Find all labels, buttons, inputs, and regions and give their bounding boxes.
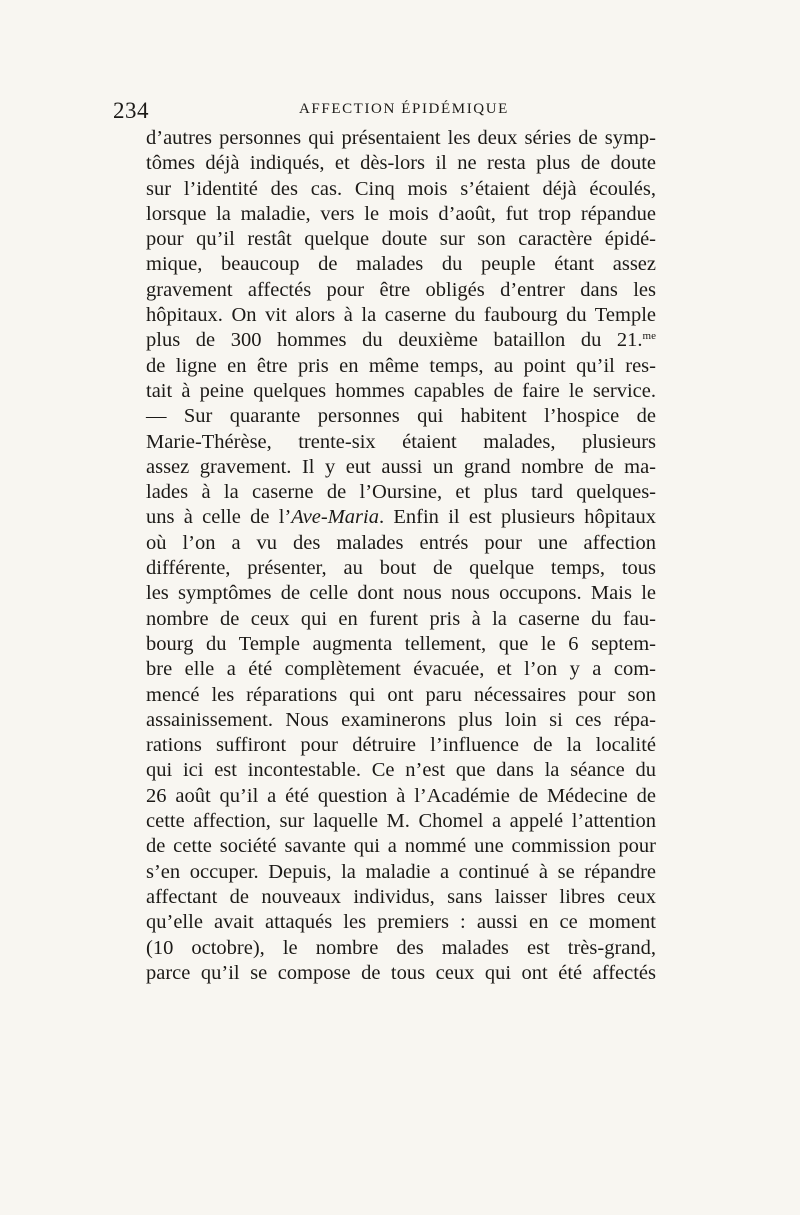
superscript: me [642, 330, 656, 343]
text-fragment: uns à celle de l’ [146, 506, 292, 529]
text-line: tômes déjà indiqués, et dès-lors il ne resta plus de doute [146, 152, 656, 175]
text-line: qui ici est incontestable. Ce n’est que dans la séance du [146, 759, 656, 782]
text-line: d’autres personnes qui présentaient les deux séries de symp- [146, 127, 656, 149]
text-line: où l’on a vu des malades entrés pour une affection [146, 531, 656, 554]
text-line: de cette société savante qui a nommé une commission pour [146, 835, 656, 858]
text-line: sur l’identité des cas. Cinq mois s’étaient déjà écoulés, [146, 177, 656, 200]
text-line: Marie-Thérèse, trente-six étaient malades, plusieurs [146, 430, 656, 453]
text-line: lades à la caserne de l’Oursine, et plus tard quelques- [146, 481, 656, 504]
page-number: 234 [113, 98, 149, 123]
text-line: lorsque la maladie, vers le mois d’août, fut trop répandue [146, 202, 656, 225]
text-line: parce qu’il se compose de tous ceux qui ont été affectés [146, 961, 656, 984]
text-line: de ligne en être pris en même temps, au point qu’il res- [146, 354, 656, 377]
text-line: bre elle a été complètement évacuée, et l’on y a com- [146, 658, 656, 681]
running-head: AFFECTION ÉPIDÉMIQUE [299, 101, 509, 117]
text-line: différente, présenter, au bout de quelque temps, tous [146, 557, 656, 580]
text-fragment: . Enfin il est plusieurs hôpitaux [378, 506, 656, 529]
text-line: mique, beaucoup de malades du peuple étant assez [146, 253, 656, 276]
text-line: gravement affectés pour être obligés d’entrer dans les [146, 278, 656, 301]
text-line: pour qu’il restât quelque doute sur son caractère épidé- [146, 228, 656, 251]
text-line: s’en occuper. Depuis, la maladie a continué à se répandre [146, 860, 656, 883]
text-line: tait à peine quelques hommes capables de faire le service. [146, 379, 656, 402]
text-fragment: plus de 300 hommes du deuxième bataillon du 21. [146, 329, 643, 352]
text-line: mencé les réparations qui ont paru nécessaires pour son [146, 683, 656, 706]
body-text [146, 126, 656, 986]
text-line: nombre de ceux qui en furent pris à la caserne du fau- [146, 607, 656, 630]
text-line: assez gravement. Il y eut aussi un grand nombre de ma- [146, 455, 656, 478]
text-line: hôpitaux. On vit alors à la caserne du faubourg du Temple [146, 304, 656, 327]
text-line-with-italic [146, 505, 656, 530]
text-line: les symptômes de celle dont nous nous occupons. Mais le [146, 582, 656, 605]
text-line-with-superscript [146, 328, 656, 353]
page-header [113, 98, 673, 124]
text-line: 26 août qu’il a été question à l’Académie de Médecine de [146, 784, 656, 807]
text-line: affectant de nouveaux individus, sans laisser libres ceux [146, 885, 656, 908]
text-line: (10 octobre), le nombre des malades est très-grand, [146, 936, 656, 959]
text-line: rations suffiront pour détruire l’influence de la localité [146, 734, 656, 757]
text-line: qu’elle avait attaqués les premiers : aussi en ce moment [146, 911, 656, 934]
text-line: assainissement. Nous examinerons plus loin si ces répa- [146, 708, 656, 731]
text-line: cette affection, sur laquelle M. Chomel a appelé l’attention [146, 810, 656, 833]
text-line: bourg du Temple augmenta tellement, que le 6 septem- [146, 632, 656, 655]
text-line: — Sur quarante personnes qui habitent l’hospice de [146, 405, 656, 428]
italic-place-name: Ave-Maria [291, 506, 379, 529]
